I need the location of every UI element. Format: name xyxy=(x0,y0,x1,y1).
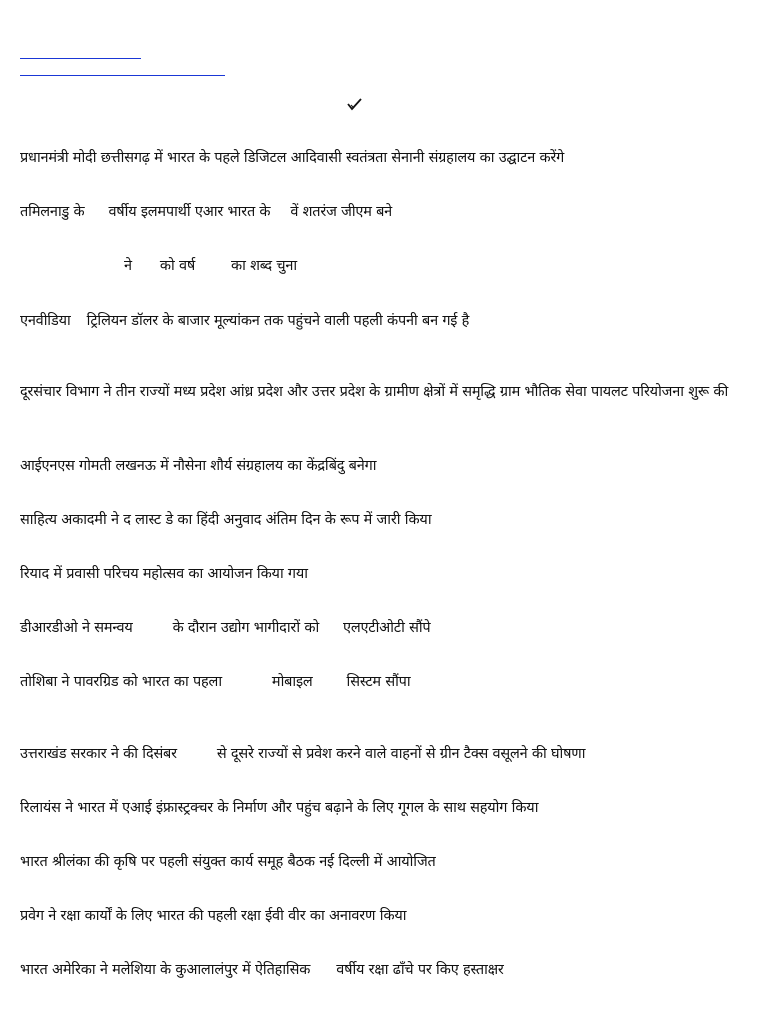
headline-3-text-c: का शब्द चुना xyxy=(231,258,297,274)
headline-3 xyxy=(20,256,730,276)
headline-5-text: दूरसंचार विभाग ने तीन राज्यों मध्य प्रदेश आंध्र प्रदेश और उत्तर प्रदेश के ग्रामीण क्षेत्रों में समृद्धि ग्राम भौतिक सेवा पायलट परियोजना शुरू की xyxy=(20,384,729,400)
headline-1 xyxy=(20,148,730,168)
headline-13 xyxy=(20,852,730,872)
headline-12-text: रिलायंस ने भारत में एआई इंफ्रास्ट्रक्चर के निर्माण और पहुंच बढ़ाने के लिए गूगल के साथ सहयोग किया xyxy=(20,800,539,816)
headline-14 xyxy=(20,906,730,926)
headline-10-text-c: सिस्टम सौंपा xyxy=(346,674,411,690)
headline-8 xyxy=(20,564,730,584)
headline-15 xyxy=(20,960,730,980)
headline-10-text-a: तोशिबा ने पावरग्रिड को भारत का पहला xyxy=(20,674,222,690)
headline-4 xyxy=(20,311,730,331)
headline-13-text: भारत श्रीलंका की कृषि पर पहली संयुक्त कार्य समूह बैठक नई दिल्ली में आयोजित xyxy=(20,854,436,870)
headline-3-text-a: ने xyxy=(124,258,132,274)
headline-7 xyxy=(20,510,730,530)
headline-11 xyxy=(20,744,730,764)
headline-6 xyxy=(20,456,730,476)
headline-9-text-c: एलएटीओटी सौंपे xyxy=(343,620,431,636)
headline-2-text-c: वें शतरंज जीएम बने xyxy=(290,204,393,220)
headline-6-text: आईएनएस गोमती लखनऊ में नौसेना शौर्य संग्रहालय का केंद्रबिंदु बनेगा xyxy=(20,458,377,474)
headline-11-text-a: उत्तराखंड सरकार ने की दिसंबर xyxy=(20,746,177,762)
headline-9-text-b: के दौरान उद्योग भागीदारों को xyxy=(172,620,320,636)
headline-7-text: साहित्य अकादमी ने द लास्ट डे का हिंदी अनुवाद अंतिम दिन के रूप में जारी किया xyxy=(20,512,432,528)
headline-8-text: रियाद में प्रवासी परिचय महोत्सव का आयोजन किया गया xyxy=(20,566,308,582)
top-link-2[interactable] xyxy=(20,75,225,76)
headline-10-text-b: मोबाइल xyxy=(271,674,313,690)
headline-3-text-b: को वर्ष xyxy=(159,258,196,274)
headline-10 xyxy=(20,672,730,692)
headline-4-text-b: ट्रिलियन डॉलर के बाजार मूल्यांकन तक पहुंचने वाली पहली कंपनी बन गई है xyxy=(86,313,470,329)
headline-15-text-a: भारत अमेरिका ने मलेशिया के कुआलालंपुर में ऐतिहासिक xyxy=(20,962,311,978)
headline-4-text-a: एनवीडिया xyxy=(20,313,71,329)
headline-1-text: प्रधानमंत्री मोदी छत्तीसगढ़ में भारत के पहले डिजिटल आदिवासी स्वतंत्रता सेनानी संग्रहालय का उद्घाटन करेंगे xyxy=(20,150,565,166)
headline-12 xyxy=(20,798,730,818)
headline-9 xyxy=(20,618,730,638)
headline-5 xyxy=(20,382,730,402)
headline-9-text-a: डीआरडीओ ने समन्वय xyxy=(20,620,133,636)
headline-14-text: प्रवेग ने रक्षा कार्यों के लिए भारत की पहली रक्षा ईवी वीर का अनावरण किया xyxy=(20,908,407,924)
top-link-1[interactable] xyxy=(20,58,141,59)
headline-15-text-b: वर्षीय रक्षा ढाँचे पर किए हस्ताक्षर xyxy=(336,962,504,978)
headline-11-text-b: से दूसरे राज्यों से प्रवेश करने वाले वाहनों से ग्रीन टैक्स वसूलने की घोषणा xyxy=(216,746,586,762)
checkmark-icon xyxy=(346,96,364,112)
headline-2-text-a: तमिलनाडु के xyxy=(20,204,85,220)
headline-2-text-b: वर्षीय इलमपार्थी एआर भारत के xyxy=(108,204,271,220)
headline-2 xyxy=(20,202,730,222)
